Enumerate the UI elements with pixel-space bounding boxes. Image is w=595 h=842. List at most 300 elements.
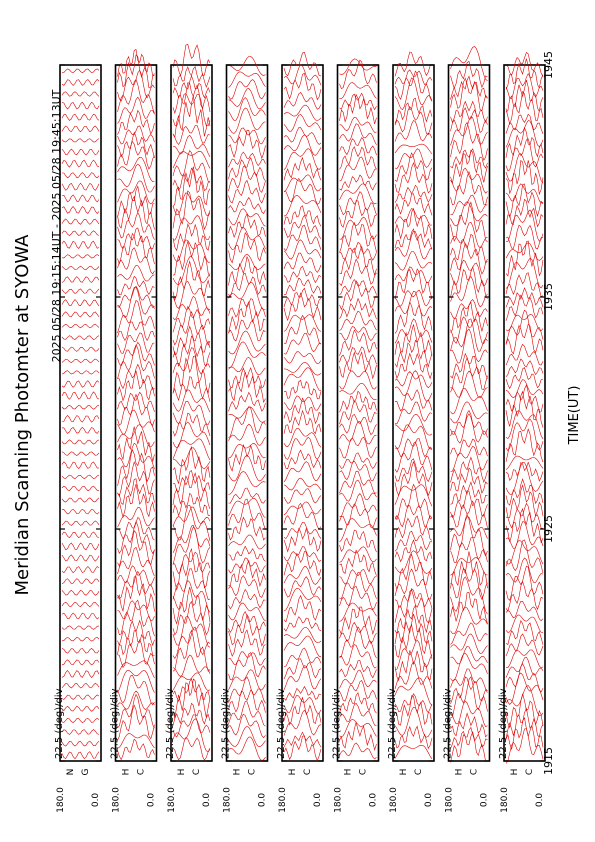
scan-trace	[340, 157, 377, 181]
scan-trace	[62, 602, 99, 607]
scan-trace	[284, 577, 321, 597]
scan-trace	[62, 160, 99, 167]
scan-trace	[451, 234, 488, 262]
y-tick-bottom: 0.0	[479, 792, 490, 808]
scan-trace	[506, 368, 543, 389]
y-tick-top: 180.0	[167, 787, 177, 813]
scan-trace	[62, 579, 99, 584]
scan-trace	[395, 231, 432, 259]
scan-trace	[62, 255, 99, 259]
scan-trace	[340, 586, 377, 609]
scan-trace	[173, 505, 210, 541]
scan-trace	[62, 231, 99, 236]
scan-trace	[229, 180, 266, 203]
scan-trace	[229, 690, 266, 713]
scan-trace	[229, 702, 266, 727]
scan-trace	[173, 448, 210, 469]
scan-trace	[118, 141, 155, 169]
scan-trace	[62, 521, 99, 526]
y-tick-top: 180.0	[56, 787, 66, 813]
panel-9	[498, 53, 545, 813]
scan-trace	[284, 588, 321, 611]
panel-scale-label: 22.5 (deg)/div	[442, 688, 454, 759]
channel-label-top: H	[454, 768, 465, 776]
channel-label-top: H	[510, 768, 520, 776]
scan-trace	[340, 743, 377, 759]
panel-scale-label: 22.5 (deg)/div	[54, 688, 65, 759]
scan-trace	[284, 240, 321, 259]
scan-trace	[62, 415, 99, 422]
scan-trace	[229, 445, 266, 471]
channel-label-bottom: C	[414, 768, 424, 776]
scan-trace	[173, 44, 210, 75]
scan-trace	[118, 695, 155, 729]
channel-label-bottom: C	[358, 768, 369, 776]
scan-trace	[62, 195, 99, 202]
scan-trace	[284, 333, 321, 354]
scan-trace	[229, 535, 266, 549]
scan-trace	[340, 693, 377, 714]
scan-trace	[229, 677, 266, 703]
channel-label-top: H	[121, 768, 132, 776]
scan-trace	[62, 706, 99, 711]
channel-label-bottom: C	[192, 768, 202, 776]
panel-scale-label: 22.5 (deg)/div	[331, 688, 343, 759]
scan-trace	[62, 289, 99, 294]
scan-trace	[340, 530, 377, 552]
x-tick-label-1915: 1915	[542, 747, 555, 775]
scan-trace	[340, 259, 377, 285]
scan-trace	[62, 312, 99, 317]
scan-trace	[62, 241, 99, 248]
scan-trace	[340, 471, 377, 493]
scan-trace	[395, 372, 432, 388]
panels-group	[54, 44, 545, 813]
scan-trace	[451, 491, 488, 518]
scan-trace	[451, 653, 488, 681]
y-tick-bottom: 0.0	[313, 792, 323, 808]
scan-trace	[506, 664, 543, 692]
y-tick-top: 180.0	[333, 787, 344, 813]
scan-trace	[395, 390, 432, 411]
scan-trace	[118, 126, 155, 144]
scan-trace	[118, 739, 155, 759]
scan-trace	[284, 567, 321, 585]
panel-3	[165, 44, 212, 813]
scan-trace	[340, 519, 377, 542]
channel-label-bottom: G	[81, 768, 91, 776]
scan-trace	[340, 201, 377, 228]
y-tick-top: 180.0	[111, 787, 122, 813]
scan-trace	[340, 59, 377, 75]
scan-trace	[284, 158, 321, 181]
scan-trace	[118, 157, 155, 181]
x-tick-label-1935: 1935	[542, 283, 555, 311]
chart-subtitle: 2025 05/28 19:15:14UT - 2025 05/28 19:45:13UT	[50, 89, 63, 363]
panel-scale-label: 22.5 (deg)/div	[498, 688, 509, 759]
y-tick-bottom: 0.0	[202, 792, 212, 808]
y-tick-top: 180.0	[444, 787, 455, 813]
scan-trace	[395, 149, 432, 169]
scan-trace	[284, 52, 321, 76]
scan-trace	[506, 411, 543, 439]
scan-trace	[340, 311, 377, 330]
scan-trace	[62, 462, 99, 469]
channel-label-top: H	[288, 768, 298, 776]
scan-trace	[62, 277, 99, 283]
scan-trace	[118, 276, 155, 294]
scan-trace	[62, 427, 99, 433]
scan-trace	[284, 115, 321, 132]
y-tick-top: 180.0	[278, 787, 288, 813]
scan-trace	[118, 50, 155, 77]
scan-trace	[284, 179, 321, 205]
panel-frame	[60, 65, 101, 761]
scan-trace	[340, 414, 377, 434]
scan-trace	[451, 202, 488, 242]
scan-trace	[451, 371, 488, 398]
scan-trace	[118, 322, 155, 341]
scan-trace	[62, 498, 99, 502]
scan-trace	[173, 377, 210, 402]
scan-trace	[284, 437, 321, 459]
scan-trace	[229, 72, 266, 88]
scan-trace	[62, 532, 99, 538]
scan-trace	[229, 652, 266, 666]
scan-trace	[118, 342, 155, 366]
scan-trace	[340, 627, 377, 658]
scan-trace	[284, 627, 321, 642]
channel-label-bottom: C	[247, 768, 258, 776]
scan-trace	[340, 703, 377, 725]
scan-trace	[506, 243, 543, 261]
scan-trace	[173, 312, 210, 345]
scan-trace	[229, 89, 266, 110]
scan-trace	[62, 207, 99, 214]
scan-trace	[506, 385, 543, 412]
panel-8	[443, 47, 490, 813]
scan-trace	[62, 114, 99, 120]
scan-trace	[62, 219, 99, 224]
x-tick-label-1925: 1925	[542, 515, 555, 543]
panel-frame	[504, 65, 545, 761]
scan-trace	[395, 402, 432, 424]
scan-trace	[118, 661, 155, 678]
scan-trace	[229, 56, 266, 75]
scan-trace	[173, 552, 210, 574]
scan-trace	[62, 452, 99, 456]
scan-trace	[118, 517, 155, 540]
panel-5	[276, 52, 323, 813]
scan-trace	[118, 301, 155, 334]
scan-trace	[451, 623, 488, 645]
scan-trace	[395, 98, 432, 123]
scan-trace	[173, 587, 210, 624]
scan-trace	[118, 479, 155, 505]
panel-scale-label: 22.5 (deg)/div	[387, 688, 398, 759]
scan-trace	[62, 486, 99, 491]
scan-trace	[340, 327, 377, 341]
y-tick-bottom: 0.0	[535, 792, 545, 808]
scan-trace	[340, 422, 377, 445]
panel-7	[387, 52, 434, 813]
scan-trace	[229, 130, 266, 158]
scan-trace	[340, 281, 377, 310]
scan-trace	[173, 76, 210, 98]
scan-trace	[62, 741, 99, 746]
scan-trace	[340, 95, 377, 124]
panel-scale-label: 22.5 (deg)/div	[220, 688, 232, 759]
scan-trace	[62, 671, 99, 678]
scan-trace	[395, 340, 432, 367]
scan-trace	[62, 139, 99, 143]
scan-trace	[284, 522, 321, 538]
scan-trace	[451, 558, 488, 576]
scan-trace	[173, 673, 210, 691]
scan-trace	[284, 552, 321, 576]
scan-trace	[451, 732, 488, 762]
scan-trace	[451, 76, 488, 99]
scan-trace	[229, 331, 266, 354]
scan-trace	[229, 488, 266, 503]
scan-trace	[229, 357, 266, 375]
scan-trace	[62, 347, 99, 351]
panel-4	[221, 56, 268, 812]
scan-trace	[118, 55, 155, 88]
scan-trace	[118, 228, 155, 249]
scan-trace	[451, 195, 488, 215]
channel-label-bottom: C	[525, 768, 535, 776]
scan-trace	[340, 124, 377, 145]
scan-trace	[118, 364, 155, 389]
scan-trace	[395, 291, 432, 316]
scan-trace	[284, 225, 321, 251]
scan-trace	[284, 175, 321, 192]
scan-trace	[451, 47, 488, 81]
scan-trace	[284, 253, 321, 272]
panel-6	[332, 59, 379, 813]
scan-trace	[62, 730, 99, 735]
scan-trace	[284, 450, 321, 469]
scan-trace	[340, 352, 377, 378]
scan-trace	[62, 69, 99, 73]
scan-trace	[229, 158, 266, 181]
scan-trace	[340, 550, 377, 575]
scan-trace	[229, 228, 266, 250]
scan-trace	[62, 567, 99, 573]
scan-trace	[340, 572, 377, 599]
scan-trace	[395, 414, 432, 435]
scan-trace	[340, 371, 377, 389]
scan-trace	[284, 288, 321, 307]
scan-trace	[173, 356, 210, 394]
scan-trace	[340, 192, 377, 215]
scan-trace	[340, 93, 377, 109]
scan-trace	[395, 121, 432, 142]
scan-trace	[451, 122, 488, 160]
scan-trace	[62, 683, 99, 688]
scan-trace	[229, 299, 266, 317]
scan-trace	[118, 97, 155, 123]
scan-trace	[506, 634, 543, 656]
y-tick-top: 180.0	[500, 787, 510, 813]
scan-trace	[62, 102, 99, 109]
panel-frame	[393, 65, 434, 761]
channel-label-bottom: C	[303, 768, 313, 776]
scan-trace	[229, 561, 266, 586]
scan-trace	[118, 577, 155, 612]
scan-trace	[451, 646, 488, 664]
scan-trace	[62, 266, 99, 270]
scan-trace	[284, 636, 321, 657]
scan-trace	[506, 566, 543, 600]
scan-trace	[506, 273, 543, 297]
scan-trace	[395, 269, 432, 299]
scan-trace	[506, 694, 543, 728]
scan-trace	[340, 437, 377, 458]
channel-label-bottom: C	[469, 768, 480, 776]
scan-trace	[229, 472, 266, 495]
scan-trace	[451, 514, 488, 556]
scan-trace	[284, 736, 321, 761]
scan-trace	[340, 138, 377, 155]
scan-trace	[62, 405, 99, 409]
scan-trace	[395, 650, 432, 680]
scan-trace	[62, 79, 99, 85]
scan-trace	[506, 139, 543, 171]
scan-trace	[229, 166, 266, 193]
channel-label-top: H	[232, 768, 243, 776]
y-tick-bottom: 0.0	[146, 792, 157, 808]
scan-trace	[340, 670, 377, 688]
scan-trace	[173, 447, 210, 484]
scan-trace	[62, 590, 99, 595]
scan-trace	[62, 392, 99, 399]
y-tick-top: 180.0	[389, 787, 399, 813]
scan-trace	[340, 330, 377, 355]
scan-trace	[62, 92, 99, 97]
scan-trace	[62, 440, 99, 444]
scan-trace	[118, 287, 155, 317]
scan-trace	[118, 631, 155, 656]
scan-trace	[506, 540, 543, 564]
channel-label-bottom: C	[136, 768, 147, 776]
scan-trace	[62, 648, 99, 653]
scan-trace	[62, 183, 99, 190]
y-tick-top: 180.0	[222, 787, 233, 813]
scan-trace	[451, 634, 488, 654]
scan-trace	[395, 505, 432, 526]
y-tick-bottom: 0.0	[368, 792, 379, 808]
y-tick-bottom: 0.0	[91, 792, 101, 808]
scan-trace	[62, 300, 99, 306]
scan-trace	[340, 83, 377, 99]
scan-trace	[451, 701, 488, 727]
scan-trace	[451, 468, 488, 493]
scan-trace	[229, 407, 266, 422]
scan-trace	[451, 319, 488, 351]
scan-trace	[173, 616, 210, 647]
panel-frame	[338, 65, 379, 761]
scan-trace	[62, 718, 99, 722]
channel-label-top: H	[343, 768, 354, 776]
scan-trace	[62, 381, 99, 388]
scan-trace	[62, 509, 99, 514]
scan-trace	[340, 280, 377, 296]
scan-trace	[451, 414, 488, 435]
scan-trace	[284, 352, 321, 364]
scan-trace	[451, 677, 488, 718]
scan-trace	[506, 601, 543, 620]
scan-trace	[506, 344, 543, 365]
scan-trace	[395, 745, 432, 759]
panel-scale-label: 22.5 (deg)/div	[165, 688, 176, 759]
panel-scale-label: 22.5 (deg)/div	[109, 688, 121, 759]
scan-trace	[451, 202, 488, 226]
scan-trace	[62, 371, 99, 374]
x-axis-label: TIME(UT)	[567, 385, 582, 445]
scan-trace	[62, 613, 99, 619]
scan-trace	[229, 737, 266, 761]
scan-trace	[395, 209, 432, 226]
scan-trace	[340, 299, 377, 320]
scan-trace	[62, 336, 99, 340]
y-tick-bottom: 0.0	[257, 792, 268, 808]
scan-trace	[395, 707, 432, 737]
channel-label-top: H	[177, 768, 187, 776]
scan-trace	[395, 302, 432, 333]
x-tick-label-1945: 1945	[542, 51, 555, 79]
scan-trace	[284, 105, 321, 120]
scan-trace	[284, 502, 321, 515]
scan-trace	[62, 543, 99, 550]
scan-trace	[173, 527, 210, 565]
scan-trace	[340, 223, 377, 253]
scan-trace	[451, 150, 488, 183]
scan-trace	[229, 342, 266, 368]
scan-trace	[173, 679, 210, 701]
panel-2	[110, 50, 157, 813]
scan-trace	[506, 295, 543, 321]
scan-trace	[451, 300, 488, 319]
scan-trace	[118, 371, 155, 401]
scan-trace	[229, 152, 266, 167]
scan-trace	[62, 359, 99, 363]
scan-trace	[118, 670, 155, 693]
scan-trace	[451, 172, 488, 205]
scan-trace	[118, 675, 155, 705]
scan-trace	[340, 246, 377, 275]
scan-trace	[395, 516, 432, 540]
scan-trace	[506, 199, 543, 226]
scan-trace	[395, 252, 432, 271]
scan-trace	[284, 503, 321, 529]
scan-trace	[62, 752, 99, 759]
scan-trace	[340, 453, 377, 469]
scan-trace	[506, 241, 543, 276]
scan-trace	[451, 354, 488, 379]
scan-trace	[395, 554, 432, 589]
panel-scale-label: 22.5 (deg)/div	[276, 688, 287, 759]
scan-trace	[173, 439, 210, 460]
chart-title: Meridian Scanning Photomter at SYOWA	[12, 234, 33, 596]
scan-trace	[395, 531, 432, 551]
scan-trace	[284, 128, 321, 145]
scan-trace	[395, 354, 432, 379]
scan-trace	[229, 407, 266, 438]
scan-trace	[62, 173, 99, 178]
scan-trace	[284, 732, 321, 747]
